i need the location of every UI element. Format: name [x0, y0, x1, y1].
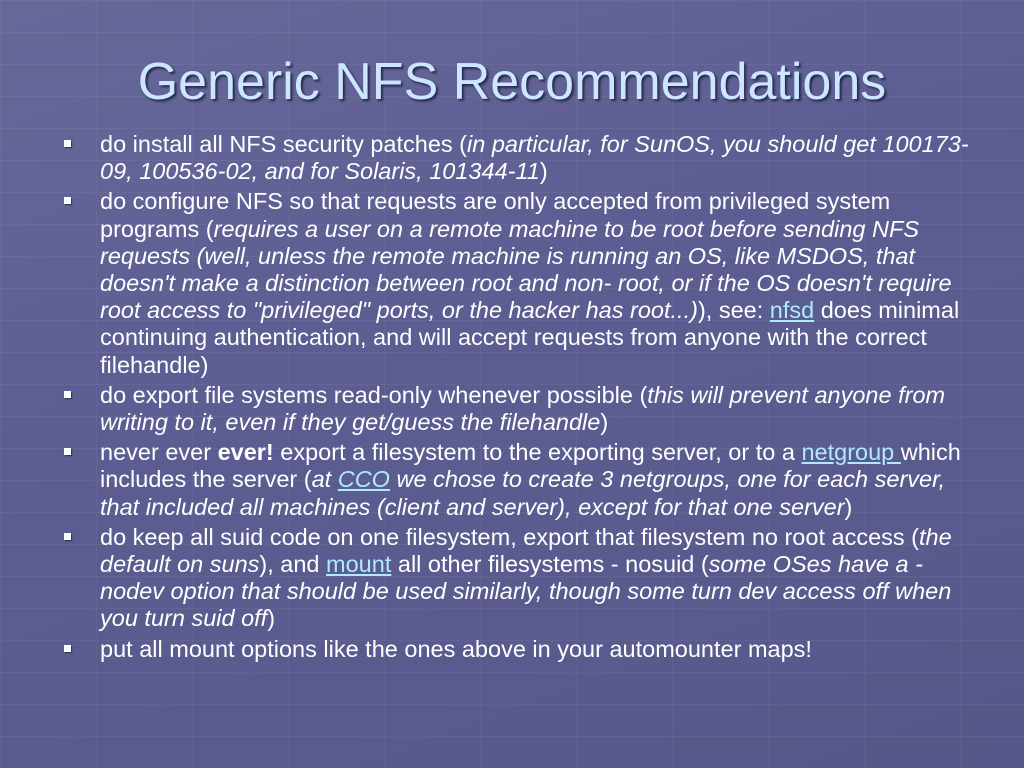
slide-title: Generic NFS Recommendations — [137, 53, 887, 111]
bullet-text: some OSes have a -nodev option that should be used similarly, though some turn dev access off when you turn suid off — [100, 551, 952, 632]
bullet-text: the default on suns — [100, 523, 952, 578]
bullet-item — [62, 131, 974, 185]
bullet-text: do keep all suid code on one filesystem, export that filesystem no root access ( — [100, 523, 920, 550]
bullet-item — [62, 636, 974, 663]
bullet-text: which includes the server ( — [100, 439, 961, 493]
bullet-item — [62, 188, 974, 378]
bullet-text: ), and — [259, 551, 327, 578]
link-text[interactable]: netgroup — [801, 439, 901, 466]
link-text[interactable]: nfsd — [769, 297, 815, 324]
square-bullet-icon — [64, 391, 71, 398]
link-text[interactable]: CCO — [337, 466, 390, 493]
bullet-text: ) — [844, 493, 853, 520]
bullet-text: we chose to create 3 netgroups, one for each server, that included all machines (client and server), except for that one server — [100, 466, 946, 520]
bullet-text: do export file systems read-only whenever possible ( — [100, 381, 648, 408]
bullet-text: ) — [539, 158, 548, 185]
bullet-text: in particular, for SunOS, you should get 100173-09, 100536-02, and for Solaris, 101344-11 — [100, 131, 969, 185]
bullet-text: export a filesystem to the exporting server, or to a — [273, 439, 802, 466]
square-bullet-icon — [64, 448, 71, 455]
bullet-text: do install all NFS security patches ( — [100, 131, 468, 157]
emphasis-text: ever! — [217, 439, 274, 466]
bullet-text: do configure NFS so that requests are only accepted from privileged system programs ( — [100, 188, 891, 242]
square-bullet-icon — [64, 533, 71, 540]
square-bullet-icon — [64, 140, 71, 147]
bullet-item — [62, 524, 974, 633]
bullet-item — [62, 382, 974, 436]
square-bullet-icon — [64, 645, 71, 652]
bullet-text: put all mount options like the ones above in your automounter maps! — [100, 635, 812, 662]
bullet-text: does minimal continuing authentication, and will accept requests from anyone with the correct filehandle) — [100, 297, 960, 378]
bullet-text: at — [311, 466, 338, 493]
link-text[interactable]: mount — [326, 551, 392, 578]
bullet-text: ), see: — [697, 297, 770, 324]
square-bullet-icon — [64, 197, 71, 204]
bullet-item — [62, 439, 974, 521]
bullet-list — [62, 131, 974, 666]
bullet-text: requires a user on a remote machine to be root before sending NFS requests (well, unless the remote machine is running an OS, like MSDOS, that doesn't make a distinction between root and non- root, or if the OS doesn't require root access to "privileged" ports, or the hacker has root...) — [100, 215, 952, 324]
bullet-text: never ever — [100, 439, 218, 466]
bullet-text: all other filesystems - nosuid ( — [391, 551, 709, 578]
bullet-text: ) — [600, 409, 609, 436]
bullet-text: this will prevent anyone from writing to it, even if they get/guess the filehandle — [100, 381, 946, 436]
bullet-text: ) — [267, 605, 276, 632]
